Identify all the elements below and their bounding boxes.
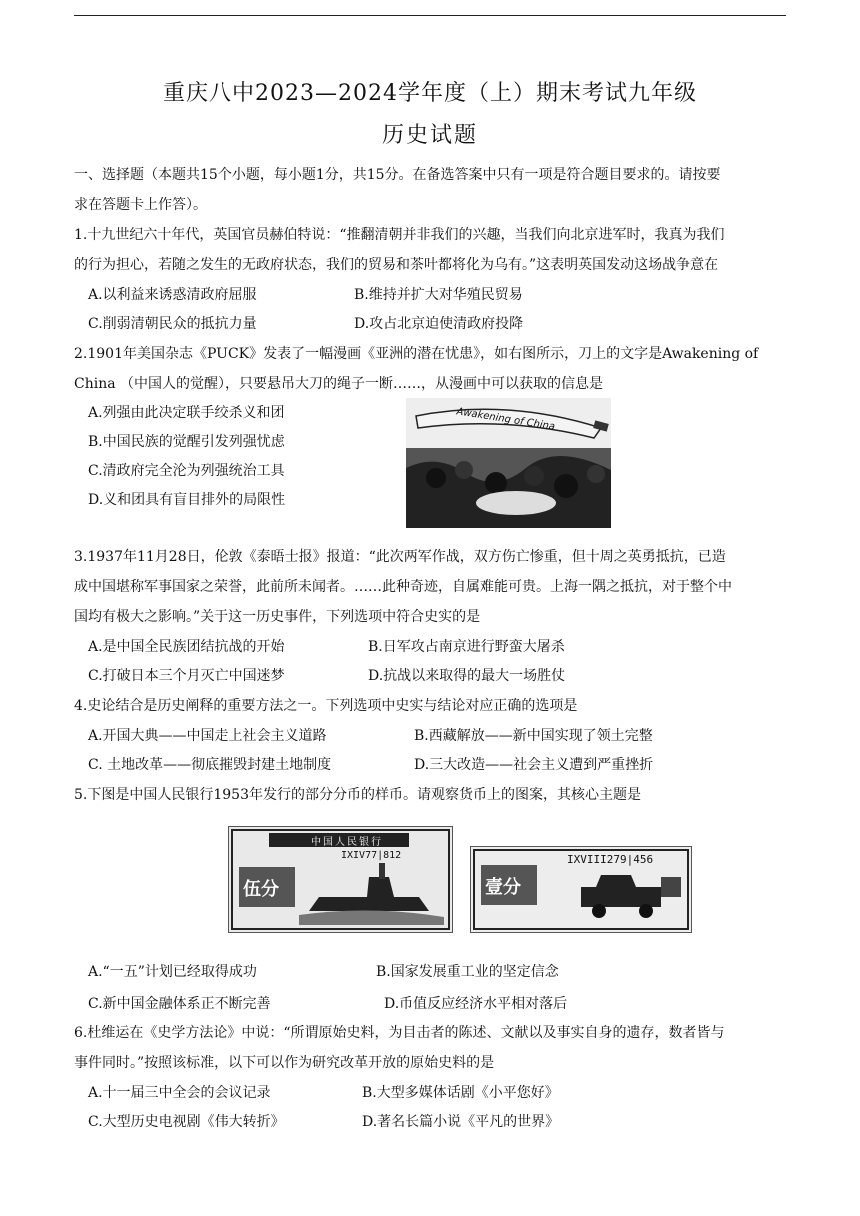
q1-option-a: A.以利益来诱惑清政府屈服 [88, 287, 257, 303]
q4-option-c: C. 土地改革——彻底摧毁封建土地制度 [88, 757, 332, 773]
q5-option-a: A.“一五”计划已经取得成功 [88, 964, 257, 980]
q2-stem-line-1: 2.1901年美国杂志《PUCK》发表了一幅漫画《亚洲的潜在忧患》，如右图所示，刀上的文字是Awakening of [74, 346, 759, 362]
header-rule [74, 15, 786, 16]
q6-option-c: C.大型历史电视剧《伟大转折》 [88, 1114, 285, 1130]
q1-option-b: B.维持并扩大对华殖民贸易 [354, 287, 523, 303]
banknote-1-denomination: 壹分 [485, 877, 521, 898]
q6-stem-line-2: 事件同时。”按照该标准，以下可以作为研究改革开放的原始史料的是 [74, 1055, 495, 1071]
q6-option-d: D.著名长篇小说《平凡的世界》 [362, 1114, 560, 1130]
section-instruction-line-2: 求在答题卡上作答）。 [74, 197, 207, 213]
q4-option-a: A.开国大典——中国走上社会主义道路 [88, 728, 327, 744]
q1-option-c: C.削弱清朝民众的抵抗力量 [88, 316, 257, 332]
q4-option-d: D.三大改造——社会主义遭到严重挫折 [414, 757, 654, 773]
q5-option-c: C.新中国金融体系正不断完善 [88, 996, 271, 1012]
q3-option-d: D.抗战以来取得的最大一场胜仗 [368, 668, 566, 684]
banknote-1-serial: IXVIII279|456 [567, 853, 654, 866]
q1-option-d: D.攻占北京迫使清政府投降 [354, 316, 524, 332]
q4-stem-line-1: 4.史论结合是历史阐释的重要方法之一。下列选项中史实与结论对应正确的选项是 [74, 698, 578, 714]
q4-option-b: B.西藏解放——新中国实现了领土完整 [414, 728, 653, 744]
q5-stem-line-1: 5.下图是中国人民银行1953年发行的部分分币的样币。请观察货币上的图案，其核心主题是 [74, 787, 641, 803]
cartoon-sword-text: Awakening of China [455, 406, 556, 433]
q2-option-a: A.列强由此决定联手绞杀义和团 [88, 405, 285, 421]
q2-option-c: C.清政府完全沦为列强统治工具 [88, 463, 285, 479]
q1-stem-line-2: 的行为担心，若随之发生的无政府状态，我们的贸易和茶叶都将化为乌有。”这表明英国发动这场战争意在 [74, 257, 719, 273]
cartoon-image [406, 398, 611, 528]
q5-option-b: B.国家发展重工业的坚定信念 [376, 964, 559, 980]
banknote-5-serial: IXIV77|812 [341, 850, 402, 861]
q6-option-a: A.十一届三中全会的会议记录 [88, 1085, 271, 1101]
banknote-bank-name: 中国人民银行 [311, 837, 383, 848]
exam-title: 重庆八中2023—2024学年度（上）期末考试九年级 [163, 81, 697, 106]
q2-option-b: B.中国民族的觉醒引发列强忧虑 [88, 434, 285, 450]
section-instruction-line-1: 一、选择题（本题共15个小题，每小题1分，共15分。在备选答案中只有一项是符合题目要求的。请按要 [74, 167, 721, 183]
banknote-5-denomination: 伍分 [243, 879, 279, 900]
q3-stem-line-3: 国均有极大之影响。”关于这一历史事件，下列选项中符合史实的是 [74, 609, 481, 625]
q3-stem-line-1: 3.1937年11月28日，伦敦《泰晤士报》报道：“此次两军作战，双方伤亡惨重，但十周之英勇抵抗，已造 [74, 549, 726, 565]
banknote-5-fen [228, 826, 453, 933]
q2-stem-line-2: China （中国人的觉醒），只要悬吊大刀的绳子一断……，从漫画中可以获取的信息是 [74, 376, 604, 392]
q5-option-d: D.币值反应经济水平相对落后 [384, 996, 568, 1012]
q3-stem-line-2: 成中国堪称军事国家之荣誉，此前所未闻者。……此种奇迹，自属难能可贵。上海一隅之抵抗，对于整个中 [74, 579, 732, 595]
banknote-1-fen [470, 846, 692, 933]
q1-stem-line-1: 1.十九世纪六十年代，英国官员赫伯特说：“推翻清朝并非我们的兴趣，当我们向北京进军时，我真为我们 [74, 227, 725, 243]
q3-option-a: A.是中国全民族团结抗战的开始 [88, 639, 285, 655]
exam-subtitle: 历史试题 [381, 123, 478, 148]
q6-stem-line-1: 6.杜维运在《史学方法论》中说：“所谓原始史料，为目击者的陈述、文献以及事实自身的遗存，数者皆与 [74, 1025, 725, 1041]
q6-option-b: B.大型多媒体话剧《小平您好》 [362, 1085, 559, 1101]
q3-option-c: C.打破日本三个月灭亡中国迷梦 [88, 668, 285, 684]
q2-option-d: D.义和团具有盲目排外的局限性 [88, 492, 286, 508]
q3-option-b: B.日军攻占南京进行野蛮大屠杀 [368, 639, 565, 655]
